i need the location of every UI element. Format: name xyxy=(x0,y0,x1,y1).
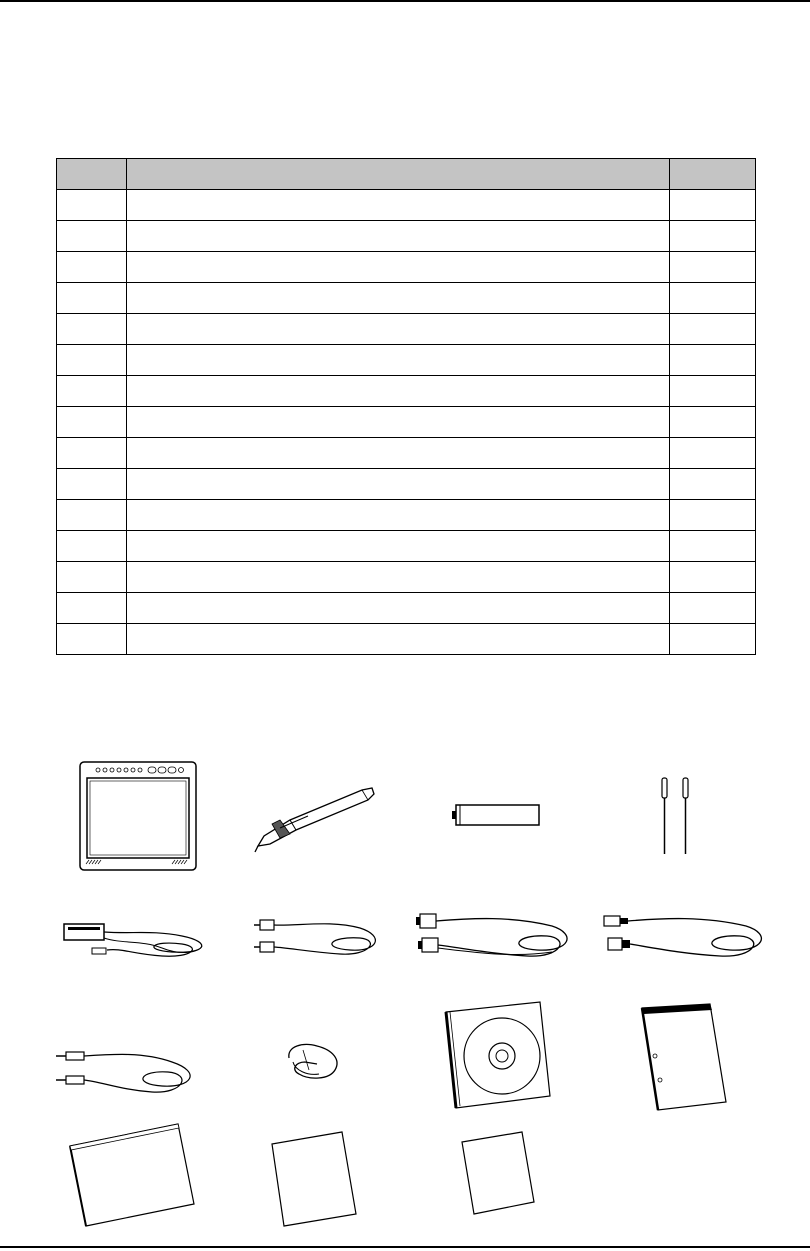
row-cell-no xyxy=(57,624,127,655)
row-cell-no xyxy=(57,562,127,593)
small-card-illustration xyxy=(458,1130,538,1216)
usb-cable-illustration xyxy=(600,908,772,964)
table-row xyxy=(57,624,756,655)
row-cell-item xyxy=(127,469,670,500)
pen-display-tablet-illustration xyxy=(78,760,198,872)
power-cord-illustration xyxy=(250,914,386,960)
row-cell-item xyxy=(127,190,670,221)
row-cell-item xyxy=(127,407,670,438)
row-cell-qty xyxy=(670,190,756,221)
row-cell-no xyxy=(57,314,127,345)
table-row xyxy=(57,190,756,221)
row-cell-no xyxy=(57,469,127,500)
table-row xyxy=(57,221,756,252)
row-cell-qty xyxy=(670,345,756,376)
row-cell-qty xyxy=(670,252,756,283)
row-cell-no xyxy=(57,221,127,252)
software-cd-illustration xyxy=(440,1000,552,1112)
row-cell-qty xyxy=(670,283,756,314)
row-cell-qty xyxy=(670,314,756,345)
row-cell-no xyxy=(57,407,127,438)
row-cell-item xyxy=(127,252,670,283)
table-row xyxy=(57,593,756,624)
row-cell-item xyxy=(127,624,670,655)
row-cell-item xyxy=(127,314,670,345)
row-cell-item xyxy=(127,593,670,624)
row-cell-no xyxy=(57,438,127,469)
battery-illustration xyxy=(452,804,540,826)
row-cell-no xyxy=(57,345,127,376)
pen-nibs-illustration xyxy=(652,776,696,856)
row-cell-item xyxy=(127,376,670,407)
row-cell-no xyxy=(57,190,127,221)
row-cell-qty xyxy=(670,221,756,252)
power-adapter-illustration xyxy=(62,914,212,962)
notebook-illustration xyxy=(66,1120,198,1230)
row-cell-no xyxy=(57,376,127,407)
row-cell-item xyxy=(127,345,670,376)
table-row xyxy=(57,500,756,531)
row-cell-item xyxy=(127,283,670,314)
header-cell-no xyxy=(57,159,127,190)
bottom-rule xyxy=(0,1246,810,1248)
table-row xyxy=(57,283,756,314)
row-cell-item xyxy=(127,531,670,562)
row-cell-qty xyxy=(670,531,756,562)
row-cell-no xyxy=(57,593,127,624)
table-row xyxy=(57,531,756,562)
row-cell-qty xyxy=(670,438,756,469)
audio-cable-illustration xyxy=(52,1038,202,1100)
header-cell-qty xyxy=(670,159,756,190)
row-cell-no xyxy=(57,500,127,531)
row-cell-no xyxy=(57,283,127,314)
header-cell-item xyxy=(127,159,670,190)
row-cell-qty xyxy=(670,593,756,624)
vga-cable-illustration xyxy=(412,908,576,964)
row-cell-item xyxy=(127,221,670,252)
row-cell-item xyxy=(127,562,670,593)
row-cell-qty xyxy=(670,624,756,655)
row-cell-item xyxy=(127,438,670,469)
manual-booklet-illustration xyxy=(640,1002,728,1112)
cable-tie-illustration xyxy=(283,1040,343,1082)
row-cell-no xyxy=(57,531,127,562)
row-cell-qty xyxy=(670,407,756,438)
table-row xyxy=(57,438,756,469)
row-cell-qty xyxy=(670,500,756,531)
stylus-pen-illustration xyxy=(250,784,380,854)
table-row xyxy=(57,562,756,593)
table-row xyxy=(57,252,756,283)
table-row xyxy=(57,469,756,500)
table-row xyxy=(57,345,756,376)
row-cell-item xyxy=(127,500,670,531)
row-cell-qty xyxy=(670,469,756,500)
top-rule xyxy=(0,0,810,2)
row-cell-qty xyxy=(670,562,756,593)
table-row xyxy=(57,407,756,438)
row-cell-no xyxy=(57,252,127,283)
package-contents-table xyxy=(56,158,756,655)
leaflet-illustration xyxy=(268,1128,360,1228)
row-cell-qty xyxy=(670,376,756,407)
table-row xyxy=(57,314,756,345)
table-header-row xyxy=(57,159,756,190)
table-row xyxy=(57,376,756,407)
